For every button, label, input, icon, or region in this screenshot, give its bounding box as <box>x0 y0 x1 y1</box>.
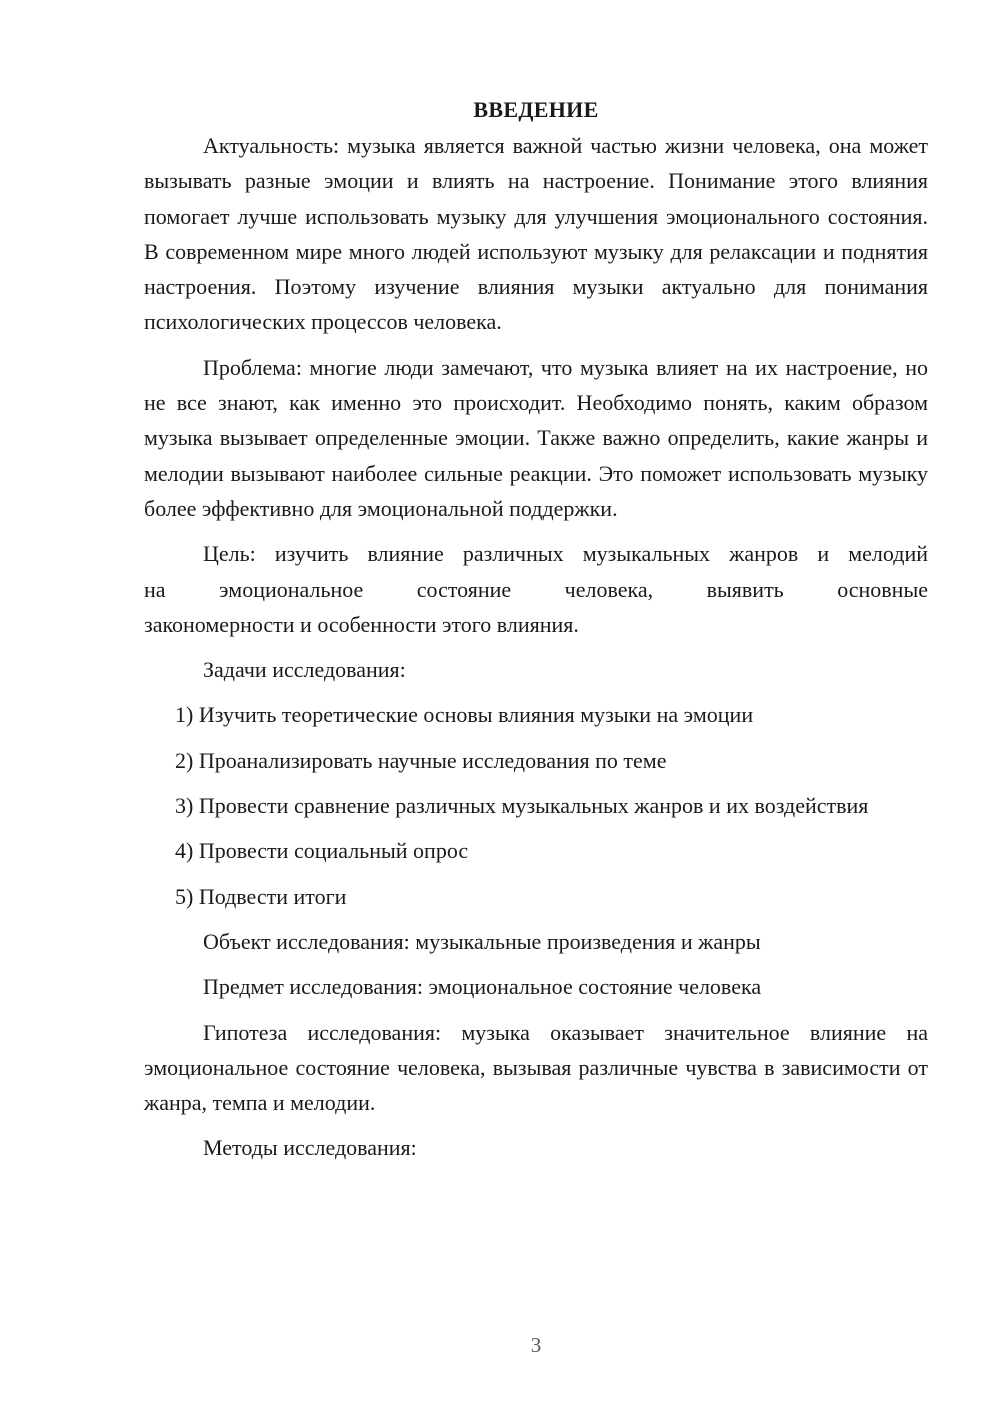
task-item-2: 2) Проанализировать научные исследования по теме <box>175 747 667 773</box>
page-number: 3 <box>530 1333 542 1357</box>
tasks-heading: Задачи исследования: <box>203 657 406 683</box>
research-hypothesis: Гипотеза исследования: музыка оказывает значительное влияние на эмоциональное состояние человека, вызывая различные чувства в зависимости от жанра, темпа и мелодии. <box>144 1019 928 1116</box>
task-item-1: 1) Изучить теоретические основы влияния музыки на эмоции <box>175 702 754 728</box>
task-item-3: 3) Провести сравнение различных музыкальных жанров и их воздействия <box>175 793 869 819</box>
research-object: Объект исследования: музыкальные произведения и жанры <box>203 928 761 954</box>
paragraph-problem: Проблема: многие люди замечают, что музыка влияет на их настроение, но не все знают, как именно это происходит. Необходимо понять, каким образом музыка вызывает определенные эмоции. Также важно определить, какие жанры и мелодии вызывают наиболее сильные реакции. Это поможет использовать музыку более эффективно для эмоциональной поддержки. <box>144 354 928 521</box>
task-item-5: 5) Подвести итоги <box>175 883 347 909</box>
section-title: ВВЕДЕНИЕ <box>473 97 599 122</box>
goal-line-2: на эмоциональное состояние человека, выявить основные <box>144 576 928 602</box>
paragraph-relevance: Актуальность: музыка является важной частью жизни человека, она может вызывать разные эмоции и влиять на настроение. Понимание этого влияния помогает лучше использовать музыку для улучшения эмоционального состояния. В современном мире много людей используют музыку для релаксации и поднятия настроения. Поэтому изучение влияния музыки актуально для понимания психологических процессов человека. <box>144 133 928 335</box>
task-item-4: 4) Провести социальный опрос <box>175 838 469 864</box>
methods-heading: Методы исследования: <box>203 1135 417 1161</box>
paragraph-goal <box>144 536 928 642</box>
research-subject: Предмет исследования: эмоциональное состояние человека <box>203 974 762 1000</box>
goal-line-1: Цель: изучить влияние различных музыкальных жанров и мелодий <box>203 541 928 567</box>
document-page <box>144 94 928 1176</box>
goal-line-3: закономерности и особенности этого влияния. <box>144 611 579 637</box>
